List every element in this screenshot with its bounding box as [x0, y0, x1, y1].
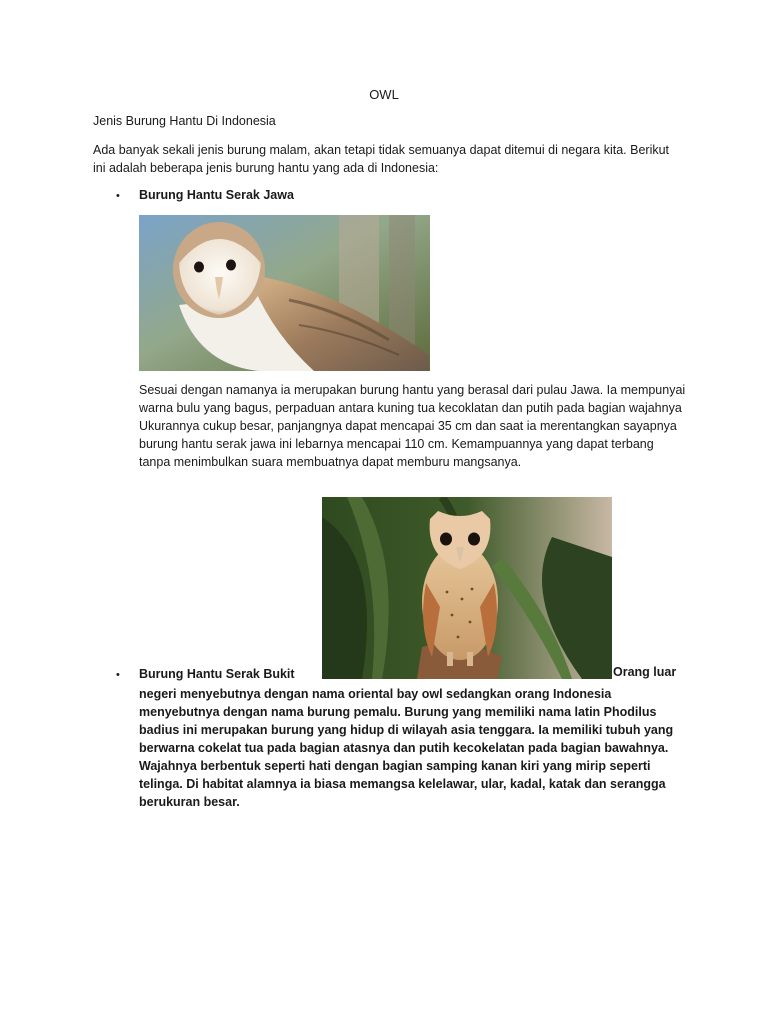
intro-paragraph: Ada banyak sekali jenis burung malam, akan tetapi tidak semuanya dapat ditemui di negara kita. Berikut ini adalah beberapa jenis burung hantu yang ada di Indonesia: — [93, 143, 670, 175]
document-subtitle: Jenis Burung Hantu Di Indonesia — [93, 114, 276, 128]
bay-owl-photo — [322, 497, 612, 679]
bullet-marker: • — [116, 190, 120, 202]
document-title: OWL — [369, 87, 399, 102]
barn-owl-photo — [139, 215, 430, 371]
section-lead-text: Orang luar — [613, 665, 677, 679]
section-paragraph: Sesuai dengan namanya ia merupakan burung hantu yang berasal dari pulau Jawa. Ia mempunyai warna bulu yang bagus, perpaduan antara kuning tua kecoklatan dan putih pada bagian wajahnya Ukurannya cukup besar, panjangnya dapat mencapai 35 cm dan saat ia merentangkan sayapnya burung hantu serak jawa ini lebarnya mencapai 110 cm. Kemampuannya yang dapat terbang tanpa menimbulkan suara membuatnya dapat memburu mangsanya. — [139, 383, 686, 469]
section-heading-serak-bukit: Burung Hantu Serak Bukit — [139, 667, 295, 681]
section-paragraph: negeri menyebutnya dengan nama oriental bay owl sedangkan orang Indonesia menyebutnya dengan nama burung pemalu. Burung yang memiliki nama latin Phodilus badius ini merupakan burung yang hidup di wilayah asia tenggara. Ia memiliki tubuh yang berwarna cokelat tua pada bagian atasnya dan putih kecokelatan pada bagian bawahnya. Wajahnya berbentuk seperti hati dengan bagian samping kanan kiri yang mirip seperti telinga. Di habitat alamnya ia biasa memangsa kelelawar, ular, kadal, katak dan serangga berukuran besar. — [139, 687, 674, 809]
section-heading-serak-jawa: Burung Hantu Serak Jawa — [139, 188, 294, 202]
bullet-marker: • — [116, 669, 120, 681]
